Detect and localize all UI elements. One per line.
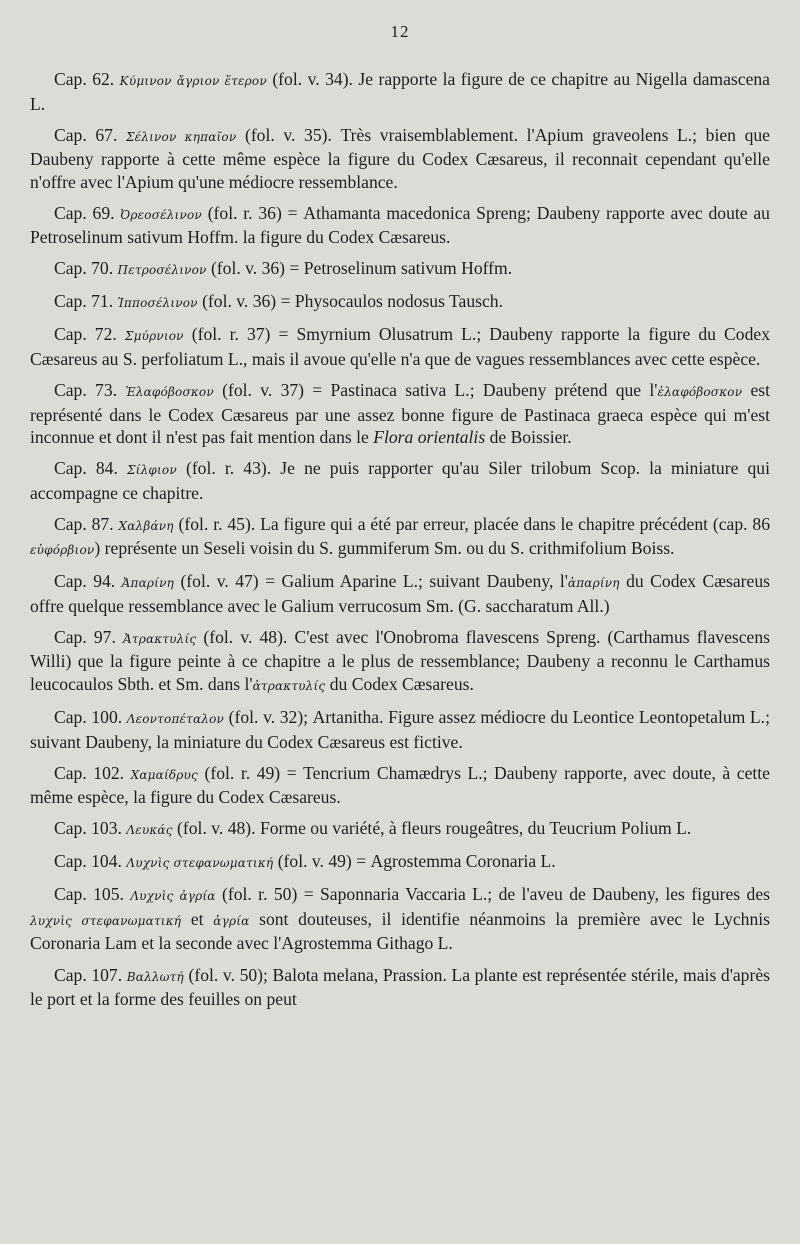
entry-text: (fol. r. 43). Je ne puis rapporter qu'au Siler trilobum Scop. la miniature qui accompagne ce chapitre. — [30, 458, 770, 503]
greek-inline-term: ἐλαφόβοσκον — [657, 385, 743, 400]
chapter-number: Cap. 70. — [54, 258, 114, 279]
greek-plant-name: Πετροσέλινον — [117, 263, 207, 278]
chapter-number: Cap. 71. — [54, 291, 114, 312]
entry-cap-103 — [30, 817, 770, 842]
chapter-number: Cap. 69. — [54, 202, 115, 223]
entry-text: du Codex Cæsareus. — [325, 673, 474, 694]
entry-cap-71 — [30, 290, 770, 315]
chapter-number: Cap. 87. — [54, 513, 114, 534]
greek-plant-name: Ἀτρακτυλίς — [122, 631, 197, 646]
chapter-number: Cap. 67. — [54, 124, 118, 145]
book-title: Flora orientalis — [373, 427, 486, 448]
chapter-number: Cap. 100. — [54, 707, 123, 728]
entry-cap-100 — [30, 706, 770, 753]
entry-cap-94 — [30, 570, 770, 617]
entry-text: (fol. v. 49) = Agrostemma Coronaria L. — [277, 851, 556, 872]
entry-cap-87 — [30, 513, 770, 562]
greek-plant-name: Λυχνὶς στεφανωματική — [126, 856, 274, 871]
entry-text: (fol. v. 35). Très vraisemblablement. l'Apium graveolens L.; bien que Daubeny rapporte à cette même espèce la figure du Codex Cæsareus, il reconnait cependant qu'elle n'offre avec l'Apium qu'une médiocre ressemblance. — [30, 124, 770, 192]
entry-cap-107 — [30, 964, 770, 1011]
greek-plant-name: Λευκάς — [126, 823, 173, 838]
greek-plant-name: Χαμαίδρυς — [130, 767, 198, 782]
entry-cap-97 — [30, 626, 770, 698]
chapter-number: Cap. 102. — [54, 762, 125, 783]
entry-text: (fol. r. 45). La figure qui a été par erreur, placée dans le chapitre précédent (cap. 86 — [178, 513, 770, 534]
page-body — [30, 68, 770, 1011]
entry-text: (fol. v. 34). Je rapporte la figure de ce chapitre au Nigella damascena L. — [30, 69, 770, 114]
entry-cap-73 — [30, 379, 770, 449]
entry-text: est représenté dans le Codex Cæsareus par une assez bonne figure de Pastinaca graeca espèce qui m'est inconnue et dont il n'est pas fait mention dans le — [30, 380, 771, 448]
greek-plant-name: Σμύρνιον — [124, 329, 184, 344]
chapter-number: Cap. 84. — [54, 458, 118, 479]
entry-text: (fol. r. 49) = Tencrium Chamædrys L.; Daubeny rapporte, avec doute, à cette même espèce, la figure du Codex Cæsareus. — [30, 762, 770, 808]
entry-cap-69 — [30, 202, 770, 249]
chapter-number: Cap. 107. — [54, 964, 123, 985]
entry-text: (fol. v. 37) = Pastinaca sativa L.; Daubeny prétend que l' — [222, 380, 658, 401]
greek-inline-term: ἀτρακτυλίς — [252, 678, 326, 693]
greek-inline-term: εὐφόρβιον — [30, 543, 95, 558]
greek-inline-term: λυχνὶς στεφανωματική — [30, 913, 182, 928]
entry-cap-104 — [30, 850, 770, 875]
entry-cap-72 — [30, 323, 770, 370]
chapter-number: Cap. 103. — [54, 818, 122, 839]
chapter-number: Cap. 105. — [54, 884, 124, 905]
greek-plant-name: Λεοντοπέταλον — [126, 712, 225, 727]
entry-cap-62 — [30, 68, 770, 115]
entry-text: (fol. r. 50) = Saponnaria Vaccaria L.; de l'aveu de Daubeny, les figures des — [222, 884, 770, 905]
entry-text: (fol. v. 48). C'est avec l'Onobroma flavescens Spreng. (Carthamus flavescens Willi) que la figure peinte à ce chapitre a le plus de ressemblance; Daubeny a reconnu le Carthamus leucocaulos Sbth. et Sm. dans l' — [30, 626, 770, 694]
greek-plant-name: Σίλφιον — [127, 463, 177, 478]
entry-text: (fol. v. 36) = Physocaulos nodosus Tausch. — [202, 291, 503, 312]
greek-inline-term: ἀπαρίνη — [567, 576, 620, 591]
greek-plant-name: Σέλινον κηπαῖον — [125, 129, 237, 144]
greek-plant-name: Κύμινον ἄγριον ἕτερον — [119, 74, 267, 88]
entry-text: (fol. r. 36) = Athamanta macedonica Spreng; Daubeny rapporte avec doute au Petroselinum sativum Hoffm. la figure du Codex Cæsareus. — [30, 202, 770, 248]
entry-cap-70 — [30, 257, 770, 282]
entry-text: du Codex Cæsareus offre quelque ressemblance avec le Galium verrucosum Sm. (G. saccharatum All.) — [30, 571, 770, 616]
entry-text: sont douteuses, il identifie néanmoins la première avec le Lychnis Coronaria Lam et la seconde avec l'Agrostemma Githago L. — [30, 908, 770, 954]
entry-cap-102 — [30, 762, 770, 809]
entry-text: (fol. v. 47) = Galium Aparine L.; suivant Daubeny, l' — [180, 571, 568, 592]
greek-inline-term: ἀγρία — [213, 913, 250, 928]
entry-text: (fol. v. 50); Balota melana, Prassion. La plante est représentée stérile, mais d'après le port et la forme des feuilles on peut — [30, 964, 770, 1009]
entry-cap-84 — [30, 457, 770, 504]
page-number: 12 — [390, 22, 410, 41]
greek-plant-name: Ἐλαφόβοσκον — [125, 385, 214, 400]
chapter-number: Cap. 94. — [54, 571, 116, 592]
entry-cap-105 — [30, 883, 770, 955]
greek-plant-name: Βαλλωτή — [126, 969, 184, 984]
entry-text: et — [181, 908, 214, 929]
entry-text: de Boissier. — [485, 427, 572, 448]
greek-plant-name: Λυχνὶς ἀγρία — [130, 889, 216, 904]
entry-text: (fol. v. 36) = Petroselinum sativum Hoffm. — [210, 258, 513, 279]
chapter-number: Cap. 62. — [54, 69, 115, 89]
chapter-number: Cap. 97. — [54, 626, 116, 647]
greek-plant-name: Ὀρεοσέλινον — [120, 207, 202, 222]
entry-cap-67 — [30, 124, 770, 194]
entry-text: (fol. v. 48). Forme ou variété, à fleurs rougeâtres, du Teucrium Polium L. — [177, 818, 692, 839]
entry-text: ) représente un Seseli voisin du S. gummiferum Sm. ou du S. crithmifolium Boiss. — [94, 538, 675, 559]
chapter-number: Cap. 72. — [54, 324, 117, 345]
greek-plant-name: Ἀπαρίνη — [121, 576, 174, 591]
chapter-number: Cap. 73. — [54, 380, 118, 401]
greek-plant-name: Ἱπποσέλινον — [117, 296, 198, 311]
entry-text: (fol. v. 32); Artanitha. Figure assez médiocre du Leontice Leontopetalum L.; suivant Daubeny, la miniature du Codex Cæsareus est fictive. — [30, 707, 770, 752]
greek-plant-name: Χαλβάνη — [118, 518, 174, 533]
entry-text: (fol. r. 37) = Smyrnium Olusatrum L.; Daubeny rapporte la figure du Codex Cæsareus au S. perfoliatum L., mais il avoue qu'elle n'a que de vagues ressemblances avec cette espèce. — [30, 324, 770, 369]
chapter-number: Cap. 104. — [54, 851, 122, 872]
